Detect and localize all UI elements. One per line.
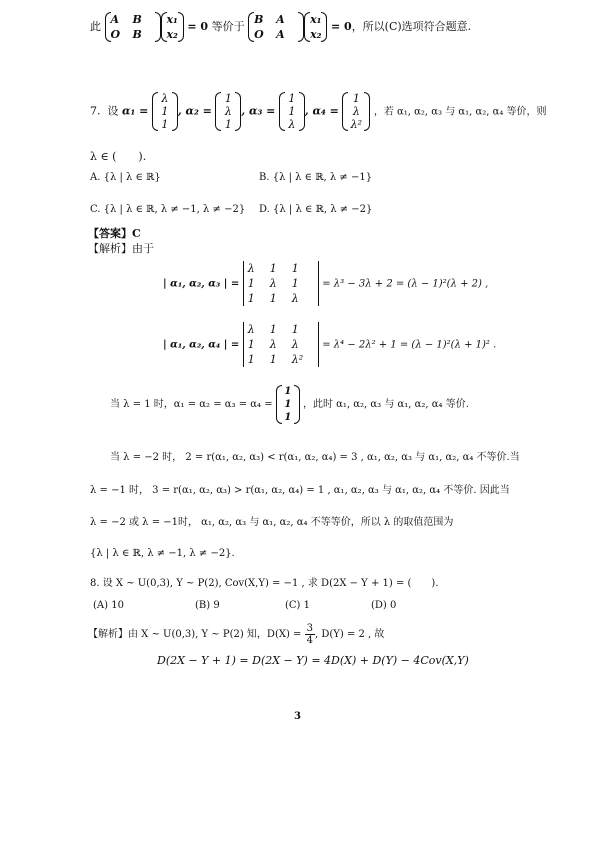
- equiv-text: 等价于: [211, 20, 245, 33]
- det1-label: | α₁, α₂, α₃ | =: [163, 278, 240, 290]
- matrix-ab: A B O B: [105, 12, 161, 42]
- q7-condition: ，若 α₁, α₂, α₃ 与 α₁, α₂, α₄ 等价，则: [373, 106, 547, 118]
- page-number: 3: [294, 711, 301, 722]
- q8-final-formula: D(2X − Y + 1) = D(2X − Y) = 4D(X) + D(Y) − 4Cov(X,Y): [157, 654, 469, 667]
- q8-analysis: 【解析】由 X ~ U(0,3), Y ~ P(2) 知，D(X) = $\frac{3}{4}$ , D(Y) = 2 , 故: [88, 623, 385, 646]
- alpha4-vector: 1 λ λ²: [342, 92, 370, 131]
- determinant-1-line: [163, 261, 488, 306]
- q7-ask: λ ∈ ( ).: [90, 150, 147, 163]
- case-lambda-1: 当 λ = 1 时，α₁ = α₂ = α₃ = α₄ = 1 1 1 ，此时 α₁, α₂, α₃ 与 α₁, α₂, α₄ 等价.: [110, 386, 469, 423]
- determinant-1: λ 1 1 1 λ 1 1 1 λ: [243, 261, 319, 306]
- case-lambda-neg1: λ = −1 时， 3 = r(α₁, α₂, α₃) > r(α₁, α₂, α₄) = 1 , α₁, α₂, α₃ 与 α₁, α₂, α₄ 不等价. 因此当: [90, 485, 510, 496]
- q7-option-c: C. {λ | λ ∈ ℝ, λ ≠ −1, λ ≠ −2}: [90, 204, 246, 215]
- case-lambda-neg2: 当 λ = −2 时， 2 = r(α₁, α₂, α₃) < r(α₁, α₂, α₄) = 3 , α₁, α₂, α₃ 与 α₁, α₂, α₄ 不等价.当: [110, 452, 520, 463]
- eq-zero-2: = 0: [330, 20, 352, 33]
- q7-option-a: A. {λ | λ ∈ ℝ}: [90, 172, 161, 183]
- top-prefix: 此: [90, 20, 101, 33]
- top-tail: ，所以(C)选项符合题意.: [351, 20, 472, 33]
- q7-intro: 设: [107, 104, 119, 118]
- det1-result: = λ³ − 3λ + 2 = (λ − 1)²(λ + 2) ,: [322, 278, 489, 290]
- vector-x: x₁ x₂: [161, 12, 184, 42]
- q8-option-b: (B) 9: [195, 600, 220, 611]
- top-line: [90, 12, 471, 42]
- fraction-3-4: $\frac{3}{4}$: [306, 623, 313, 646]
- det2-label: | α₁, α₂, α₄ | =: [163, 339, 240, 351]
- determinant-2: λ 1 1 1 λ λ 1 1 λ²: [243, 322, 319, 367]
- case-summary: λ = −2 或 λ = −1时， α₁, α₂, α₃ 与 α₁, α₂, α₄ 不等等价，所以 λ 的取值范围为: [90, 517, 454, 528]
- eq-zero: = 0: [187, 20, 209, 33]
- alpha2-vector: 1 λ 1: [215, 92, 241, 131]
- q7-option-b: B. {λ | λ ∈ ℝ, λ ≠ −1}: [259, 172, 373, 183]
- determinant-2-line: [163, 322, 496, 367]
- q8-option-a: (A) 10: [93, 600, 124, 611]
- vector-x-2: x₁ x₂: [304, 12, 327, 42]
- q7-stem: 7. 设 α₁ = λ 1 1 , α₂ = 1 λ 1 , α₃ = 1 1 λ , α₄ = 1 λ λ² ，若 α₁, α₂, α₃ 与 α₁, α₂, α₄ 等价，则: [90, 92, 547, 131]
- q7-number: 7.: [90, 104, 101, 118]
- det2-result: = λ⁴ − 2λ² + 1 = (λ − 1)²(λ + 1)² .: [322, 339, 497, 351]
- q8-stem: 8. 设 X ~ U(0,3), Y ~ P(2), Cov(X,Y) = −1 , 求 D(2X − Y + 1) = ( ).: [90, 578, 439, 589]
- ones-vector: 1 1 1: [276, 385, 300, 424]
- q8-option-d: (D) 0: [371, 600, 397, 611]
- matrix-ba: B A O A: [248, 12, 304, 42]
- q7-conclusion: {λ | λ ∈ ℝ, λ ≠ −1, λ ≠ −2}.: [90, 548, 235, 559]
- q7-answer: 【答案】C: [88, 227, 141, 240]
- alpha3-vector: 1 1 λ: [279, 92, 305, 131]
- alpha1-vector: λ 1 1: [152, 92, 178, 131]
- q7-analysis-label: 【解析】由于: [88, 242, 154, 255]
- q8-option-c: (C) 1: [285, 600, 310, 611]
- q7-option-d: D. {λ | λ ∈ ℝ, λ ≠ −2}: [259, 204, 373, 215]
